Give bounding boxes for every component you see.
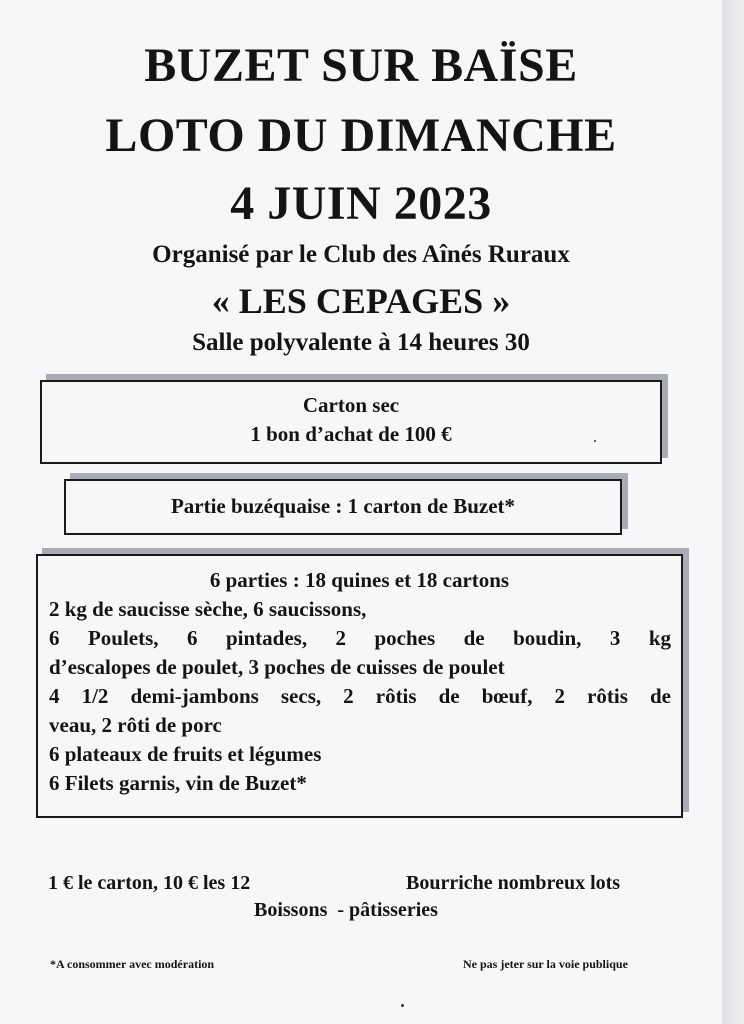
print-speck <box>401 1004 404 1007</box>
moderation-note: *A consommer avec modération <box>50 957 215 971</box>
partie-buzequaise-text: Partie buzéquaise : 1 carton de Buzet* <box>170 494 516 518</box>
price-line: 1 € le carton, 10 € les 12 <box>48 872 251 894</box>
lots-line: 6 Filets garnis, vin de Buzet* <box>49 771 307 795</box>
town-title: BUZET SUR BAÏSE <box>144 39 578 92</box>
venue-line: Salle polyvalente à 14 heures 30 <box>192 329 530 356</box>
lots-line: 6 plateaux de fruits et légumes <box>49 742 322 766</box>
club-name: « LES CEPAGES » <box>211 281 511 321</box>
lots-heading: 6 parties : 18 quines et 18 cartons <box>209 568 510 592</box>
lots-line: 4 1/2 demi-jambons secs, 2 rôtis de bœuf, 2 rôtis de <box>49 684 671 708</box>
public-note: Ne pas jeter sur la voie publique <box>463 957 628 971</box>
lots-line: veau, 2 rôti de porc <box>49 713 222 737</box>
lots-box <box>36 554 683 818</box>
organizer-line: Organisé par le Club des Aînés Ruraux <box>152 241 570 268</box>
drinks-line: Boissons - pâtisseries <box>254 899 438 921</box>
bourriche-line: Bourriche nombreux lots <box>406 872 621 894</box>
lots-line: 2 kg de saucisse sèche, 6 saucissons, <box>49 597 367 621</box>
carton-sec-prize: 1 bon d’achat de 100 € <box>250 422 452 446</box>
print-speck <box>594 440 596 442</box>
carton-sec-box <box>40 380 662 464</box>
lots-line: d’escalopes de poulet, 3 poches de cuisses de poulet <box>49 655 505 679</box>
partie-buzequaise-box <box>64 479 622 535</box>
lots-line: 6 Poulets, 6 pintades, 2 poches de boudin, 3 kg <box>49 626 671 650</box>
event-title: LOTO DU DIMANCHE <box>105 109 617 162</box>
carton-sec-title: Carton sec <box>302 393 400 417</box>
event-date: 4 JUIN 2023 <box>230 177 492 230</box>
scan-edge <box>722 0 744 1024</box>
